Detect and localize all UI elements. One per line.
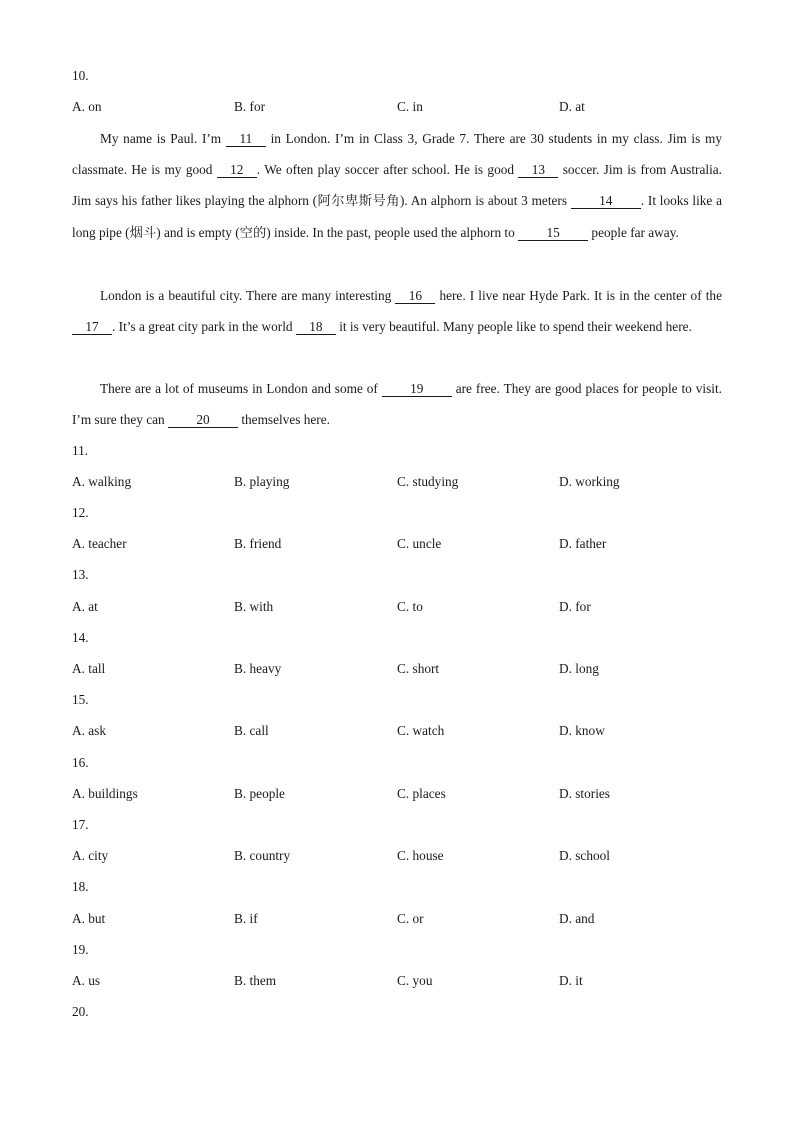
option-row xyxy=(72,660,732,678)
option-d: D. stories xyxy=(559,786,610,801)
option-c: C. or xyxy=(397,911,424,926)
option-b: B. heavy xyxy=(234,661,282,676)
option-row xyxy=(72,473,732,491)
option-b: B. country xyxy=(234,848,291,863)
option-d: D. working xyxy=(559,474,620,489)
option-d: D. and xyxy=(559,911,595,926)
question-number: 14. xyxy=(72,630,89,645)
question-number: 17. xyxy=(72,817,89,832)
option-c: C. to xyxy=(397,599,423,614)
option-a: A. us xyxy=(72,973,101,988)
question-number: 18. xyxy=(72,879,89,894)
question-number: 16. xyxy=(72,755,89,770)
option-d: D. at xyxy=(559,99,585,114)
blank-14: 14 xyxy=(571,194,641,209)
passage-paragraph-1: My name is Paul. I’m 11 in London. I’m in Class 3, Grade 7. There are 30 students in my class. Jim is my classmate. He is my good 12 . We often play soccer after school. He is good 13 soccer. Jim is from Australia. Jim says his father likes playing the alphorn (阿尔卑斯号角). An alphorn is about 3 meters 14 . It looks like a long pipe (烟斗) and is empty (空的) inside. In the past, people used the alphorn to 15 people far away. xyxy=(72,131,723,240)
option-a: A. tall xyxy=(72,661,106,676)
option-row xyxy=(72,535,732,553)
option-b: B. people xyxy=(234,786,285,801)
option-b: B. if xyxy=(234,911,258,926)
blank-15: 15 xyxy=(518,226,588,241)
option-a: A. city xyxy=(72,848,109,863)
option-a: A. on xyxy=(72,99,102,114)
option-d: D. school xyxy=(559,848,610,863)
option-c: C. uncle xyxy=(397,536,442,551)
option-row xyxy=(72,722,732,740)
option-row xyxy=(72,910,732,928)
blank-18: 18 xyxy=(296,320,336,335)
option-row xyxy=(72,98,732,116)
passage-paragraph-2: London is a beautiful city. There are many interesting 16 here. I live near Hyde Park. It is in the center of the 17 . It’s a great city park in the world 18 it is very beautiful. Many people like to spend their weekend here. xyxy=(72,280,722,342)
option-c: C. watch xyxy=(397,723,445,738)
option-b: B. call xyxy=(234,723,269,738)
question-number: 11. xyxy=(72,443,89,458)
question-number: 20. xyxy=(72,1004,89,1019)
option-a: A. ask xyxy=(72,723,106,738)
blank-12: 12 xyxy=(217,163,257,178)
option-a: A. teacher xyxy=(72,536,127,551)
option-c: C. in xyxy=(397,99,423,114)
blank-17: 17 xyxy=(72,320,112,335)
option-d: D. father xyxy=(559,536,607,551)
question-number: 10. xyxy=(72,68,89,83)
question-number: 19. xyxy=(72,942,89,957)
blank-11: 11 xyxy=(226,132,266,147)
blank-16: 16 xyxy=(395,289,435,304)
option-b: B. them xyxy=(234,973,277,988)
option-a: A. but xyxy=(72,911,106,926)
option-a: A. walking xyxy=(72,474,132,489)
passage-paragraph-3: There are a lot of museums in London and some of 19 are free. They are good places for people to visit. I’m sure they can 20 themselves here. xyxy=(72,381,722,428)
option-b: B. playing xyxy=(234,474,290,489)
option-a: A. at xyxy=(72,599,98,614)
question-number: 12. xyxy=(72,505,89,520)
blank-13: 13 xyxy=(518,163,558,178)
option-c: C. you xyxy=(397,973,433,988)
option-a: A. buildings xyxy=(72,786,138,801)
option-c: C. places xyxy=(397,786,446,801)
question-number: 13. xyxy=(72,567,89,582)
option-row xyxy=(72,598,732,616)
option-row xyxy=(72,785,732,803)
option-b: B. with xyxy=(234,599,274,614)
option-d: D. it xyxy=(559,973,583,988)
option-d: D. for xyxy=(559,599,591,614)
option-row xyxy=(72,972,732,990)
option-row xyxy=(72,847,732,865)
question-number: 15. xyxy=(72,692,89,707)
blank-19: 19 xyxy=(382,382,452,397)
option-c: C. house xyxy=(397,848,444,863)
option-d: D. long xyxy=(559,661,599,676)
option-b: B. for xyxy=(234,99,266,114)
option-b: B. friend xyxy=(234,536,282,551)
option-d: D. know xyxy=(559,723,605,738)
option-c: C. short xyxy=(397,661,440,676)
option-c: C. studying xyxy=(397,474,459,489)
blank-20: 20 xyxy=(168,413,238,428)
